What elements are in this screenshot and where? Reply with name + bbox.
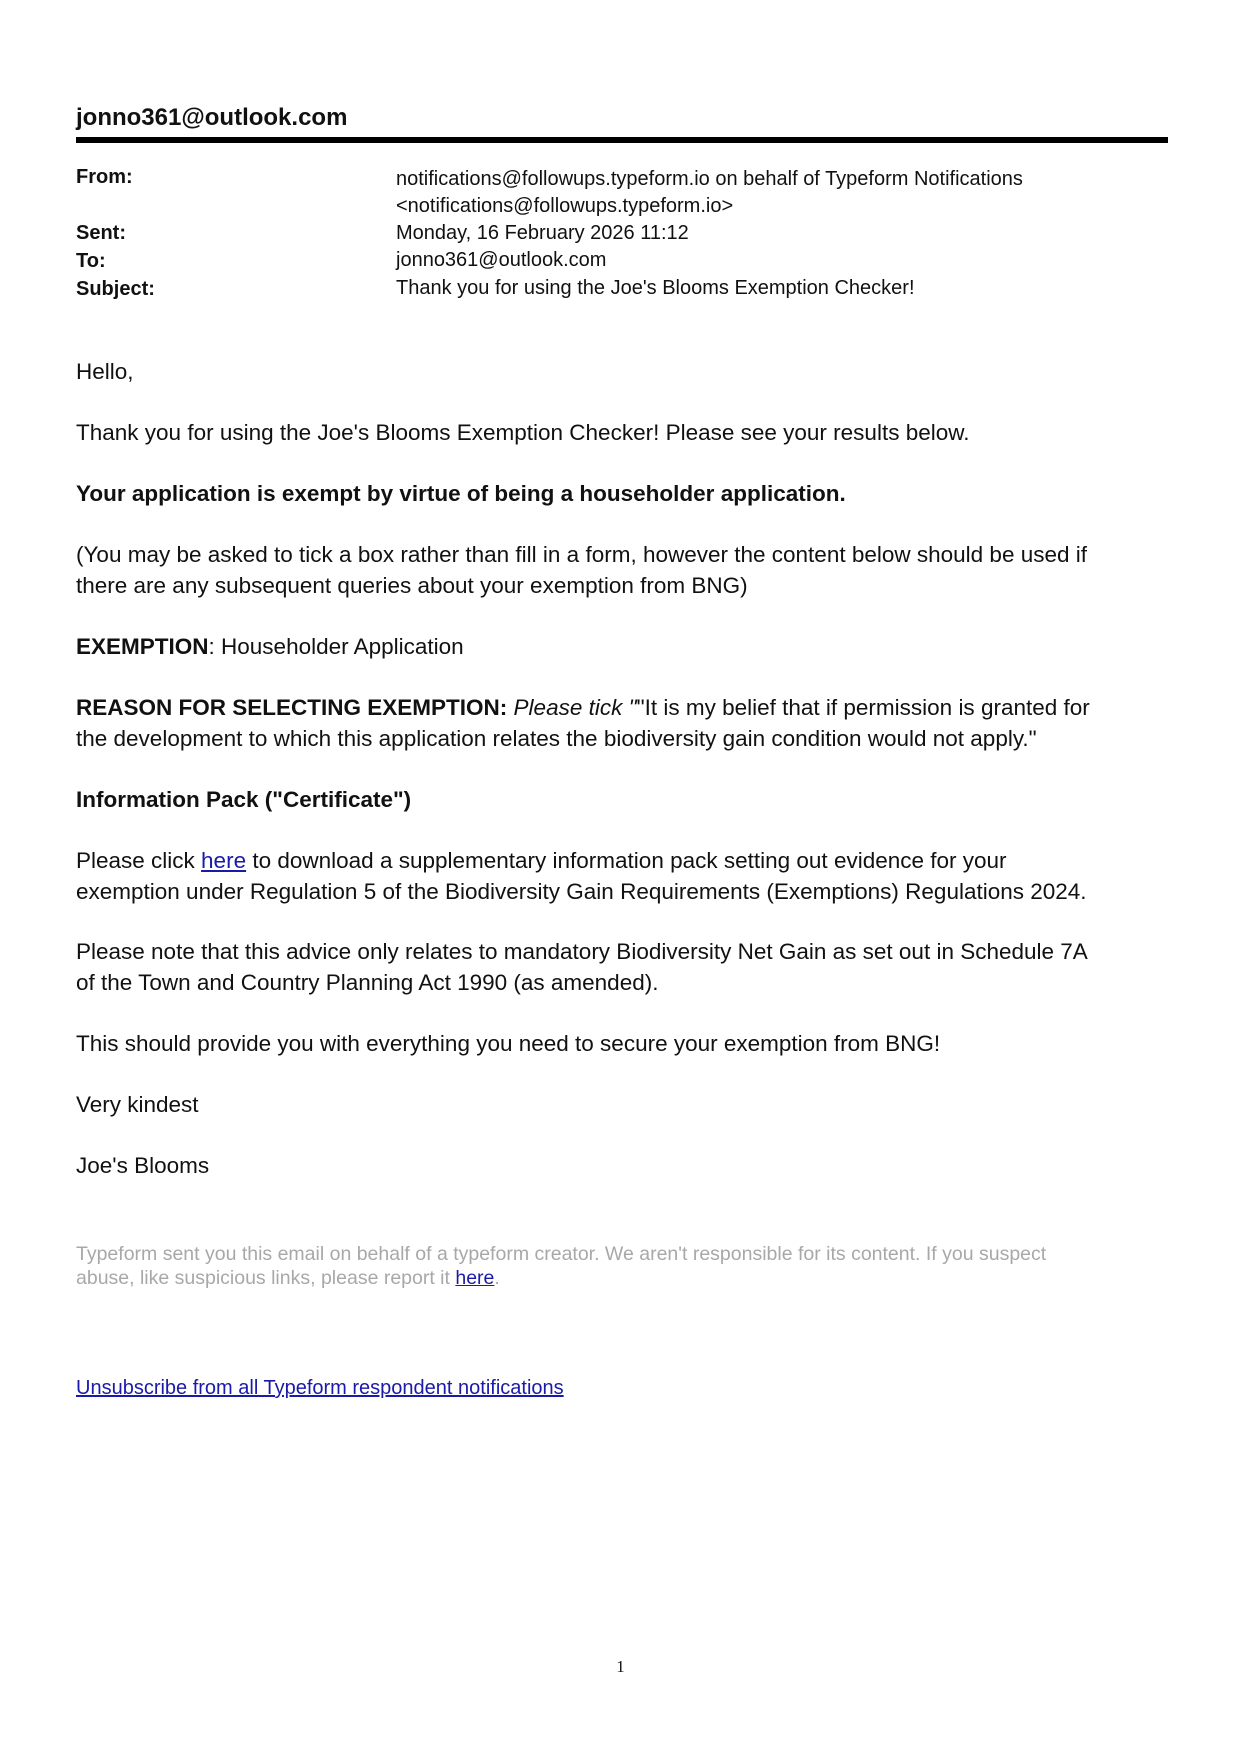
intro-paragraph: Thank you for using the Joe's Blooms Exemption Checker! Please see your results below. bbox=[76, 420, 970, 445]
download-line-1 bbox=[76, 845, 1176, 876]
reason-paragraph bbox=[76, 692, 1176, 754]
unsubscribe-link[interactable]: Unsubscribe from all Typeform respondent notifications bbox=[76, 1377, 564, 1399]
to-label: To: bbox=[76, 250, 106, 272]
greeting: Hello, bbox=[76, 359, 134, 384]
to-value: jonno361@outlook.com bbox=[396, 249, 607, 271]
reason-instruction: Please tick " bbox=[513, 695, 637, 720]
from-value bbox=[396, 166, 1023, 220]
from-label: From: bbox=[76, 166, 133, 188]
sent-value: Monday, 16 February 2026 11:12 bbox=[396, 222, 689, 244]
download-line-2: exemption under Regulation 5 of the Biodiversity Gain Requirements (Exemptions) Regulations 2024. bbox=[76, 879, 1087, 904]
header-divider bbox=[76, 137, 1168, 143]
reason-line-1 bbox=[76, 692, 1176, 723]
signoff: Very kindest bbox=[76, 1092, 199, 1117]
download-suffix: to download a supplementary information pack setting out evidence for your bbox=[246, 848, 1007, 873]
info-pack-heading: Information Pack ("Certificate") bbox=[76, 787, 412, 812]
disclaimer-suffix: . bbox=[494, 1267, 500, 1289]
exemption-line bbox=[76, 631, 1176, 662]
account-title: jonno361@outlook.com bbox=[76, 104, 348, 131]
typeform-disclaimer bbox=[76, 1242, 1156, 1290]
download-here-link[interactable]: here bbox=[201, 848, 247, 873]
advice-line-1: Please note that this advice only relates to mandatory Biodiversity Net Gain as set out in Schedule 7A bbox=[76, 939, 1088, 964]
exemption-label: EXEMPTION bbox=[76, 634, 209, 659]
note-line-2: there are any subsequent queries about your exemption from BNG) bbox=[76, 573, 748, 598]
exemption-value: : Householder Application bbox=[208, 634, 464, 659]
disclaimer-line-1: Typeform sent you this email on behalf of a typeform creator. We aren't responsible for its content. If you suspect bbox=[76, 1243, 1047, 1265]
note-paragraph bbox=[76, 539, 1176, 601]
sent-label: Sent: bbox=[76, 222, 126, 244]
disclaimer-line-2 bbox=[76, 1266, 1156, 1290]
download-paragraph bbox=[76, 845, 1176, 907]
advice-paragraph bbox=[76, 936, 1176, 998]
result-statement: Your application is exempt by virtue of being a householder application. bbox=[76, 481, 846, 506]
signature: Joe's Blooms bbox=[76, 1153, 210, 1178]
disclaimer-prefix: abuse, like suspicious links, please report it bbox=[76, 1267, 456, 1289]
closing-paragraph: This should provide you with everything you need to secure your exemption from BNG! bbox=[76, 1031, 941, 1056]
reason-label: REASON FOR SELECTING EXEMPTION: bbox=[76, 695, 508, 720]
subject-label: Subject: bbox=[76, 278, 155, 300]
from-value-line2: <notifications@followups.typeform.io> bbox=[396, 195, 734, 217]
reason-statement: "It is my belief that if permission is granted for bbox=[636, 695, 1090, 720]
subject-value: Thank you for using the Joe's Blooms Exemption Checker! bbox=[396, 277, 915, 299]
page-number: 1 bbox=[616, 1657, 625, 1676]
from-value-line1: notifications@followups.typeform.io on behalf of Typeform Notifications bbox=[396, 168, 1023, 190]
download-prefix: Please click bbox=[76, 848, 202, 873]
reason-line-2: the development to which this application relates the biodiversity gain condition would not apply." bbox=[76, 726, 1037, 751]
advice-line-2: of the Town and Country Planning Act 1990 (as amended). bbox=[76, 970, 659, 995]
note-line-1: (You may be asked to tick a box rather than fill in a form, however the content below should be used if bbox=[76, 542, 1087, 567]
report-here-link[interactable]: here bbox=[455, 1267, 495, 1289]
